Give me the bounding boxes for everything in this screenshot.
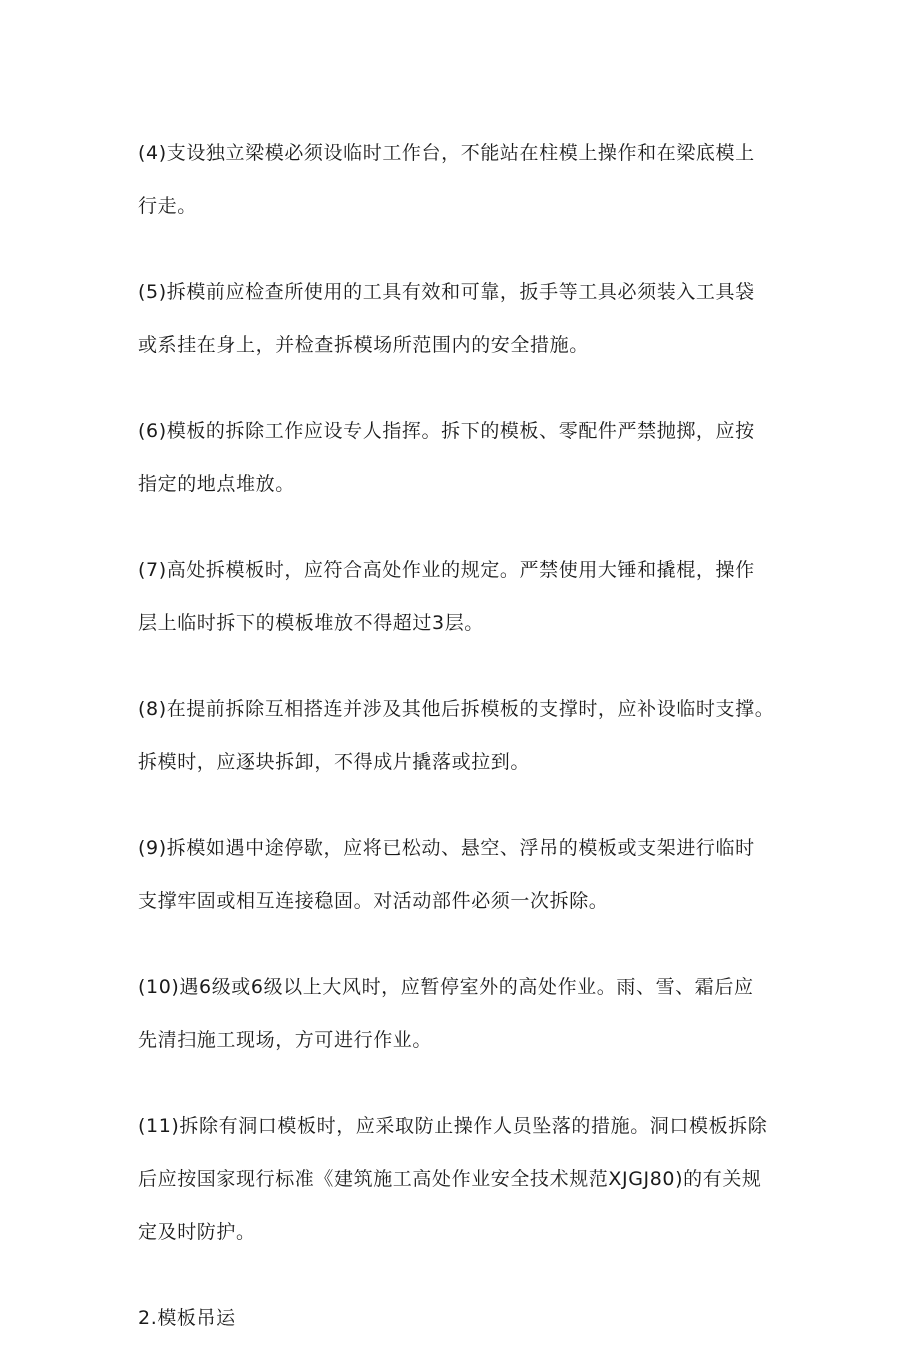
paragraph-line: 先清扫施工现场，方可进行作业。 [138,1029,433,1051]
paragraph-line: (6)模板的拆除工作应设专人指挥。拆下的模板、零配件严禁抛掷，应按 [138,420,755,442]
paragraph-line: 后应按国家现行标准《建筑施工高处作业安全技术规范XJGJ80)的有关规 [138,1168,762,1190]
paragraph-line: 或系挂在身上，并检查拆模场所范围内的安全措施。 [138,334,589,356]
paragraph-item-7 [138,544,798,650]
paragraph-line: 行走。 [138,195,197,217]
paragraph-item-6 [138,405,798,511]
paragraph-item-10 [138,961,798,1067]
paragraph-line: 层上临时拆下的模板堆放不得超过3层。 [138,612,484,634]
paragraph-line: (8)在提前拆除互相搭连并涉及其他后拆模板的支撑时，应补设临时支撑。 [138,698,775,720]
paragraph-line: 指定的地点堆放。 [138,473,295,495]
paragraph-item-4 [138,127,798,233]
paragraph-item-11 [138,1100,798,1259]
paragraph-line: (5)拆模前应检查所使用的工具有效和可靠，扳手等工具必须装入工具袋 [138,281,755,303]
paragraph-item-9 [138,822,798,928]
document-page [138,127,798,1345]
paragraph-line: (4)支设独立梁模必须设临时工作台，不能站在柱模上操作和在梁底模上 [138,142,755,164]
paragraph-line: (10)遇6级或6级以上大风时，应暂停室外的高处作业。雨、雪、霜后应 [138,976,754,998]
section-heading: 2.模板吊运 [138,1307,236,1329]
paragraph-item-8 [138,683,798,789]
paragraph-line: 定及时防护。 [138,1221,256,1243]
paragraph-line: (11)拆除有洞口模板时，应采取防止操作人员坠落的措施。洞口模板拆除 [138,1115,768,1137]
paragraph-line: (7)高处拆模板时，应符合高处作业的规定。严禁使用大锤和撬棍，操作 [138,559,755,581]
paragraph-line: (9)拆模如遇中途停歇，应将已松动、悬空、浮吊的模板或支架进行临时 [138,837,755,859]
paragraph-line: 支撑牢固或相互连接稳固。对活动部件必须一次拆除。 [138,890,609,912]
paragraph-line: 拆模时，应逐块拆卸，不得成片撬落或拉到。 [138,751,531,773]
paragraph-item-5 [138,266,798,372]
